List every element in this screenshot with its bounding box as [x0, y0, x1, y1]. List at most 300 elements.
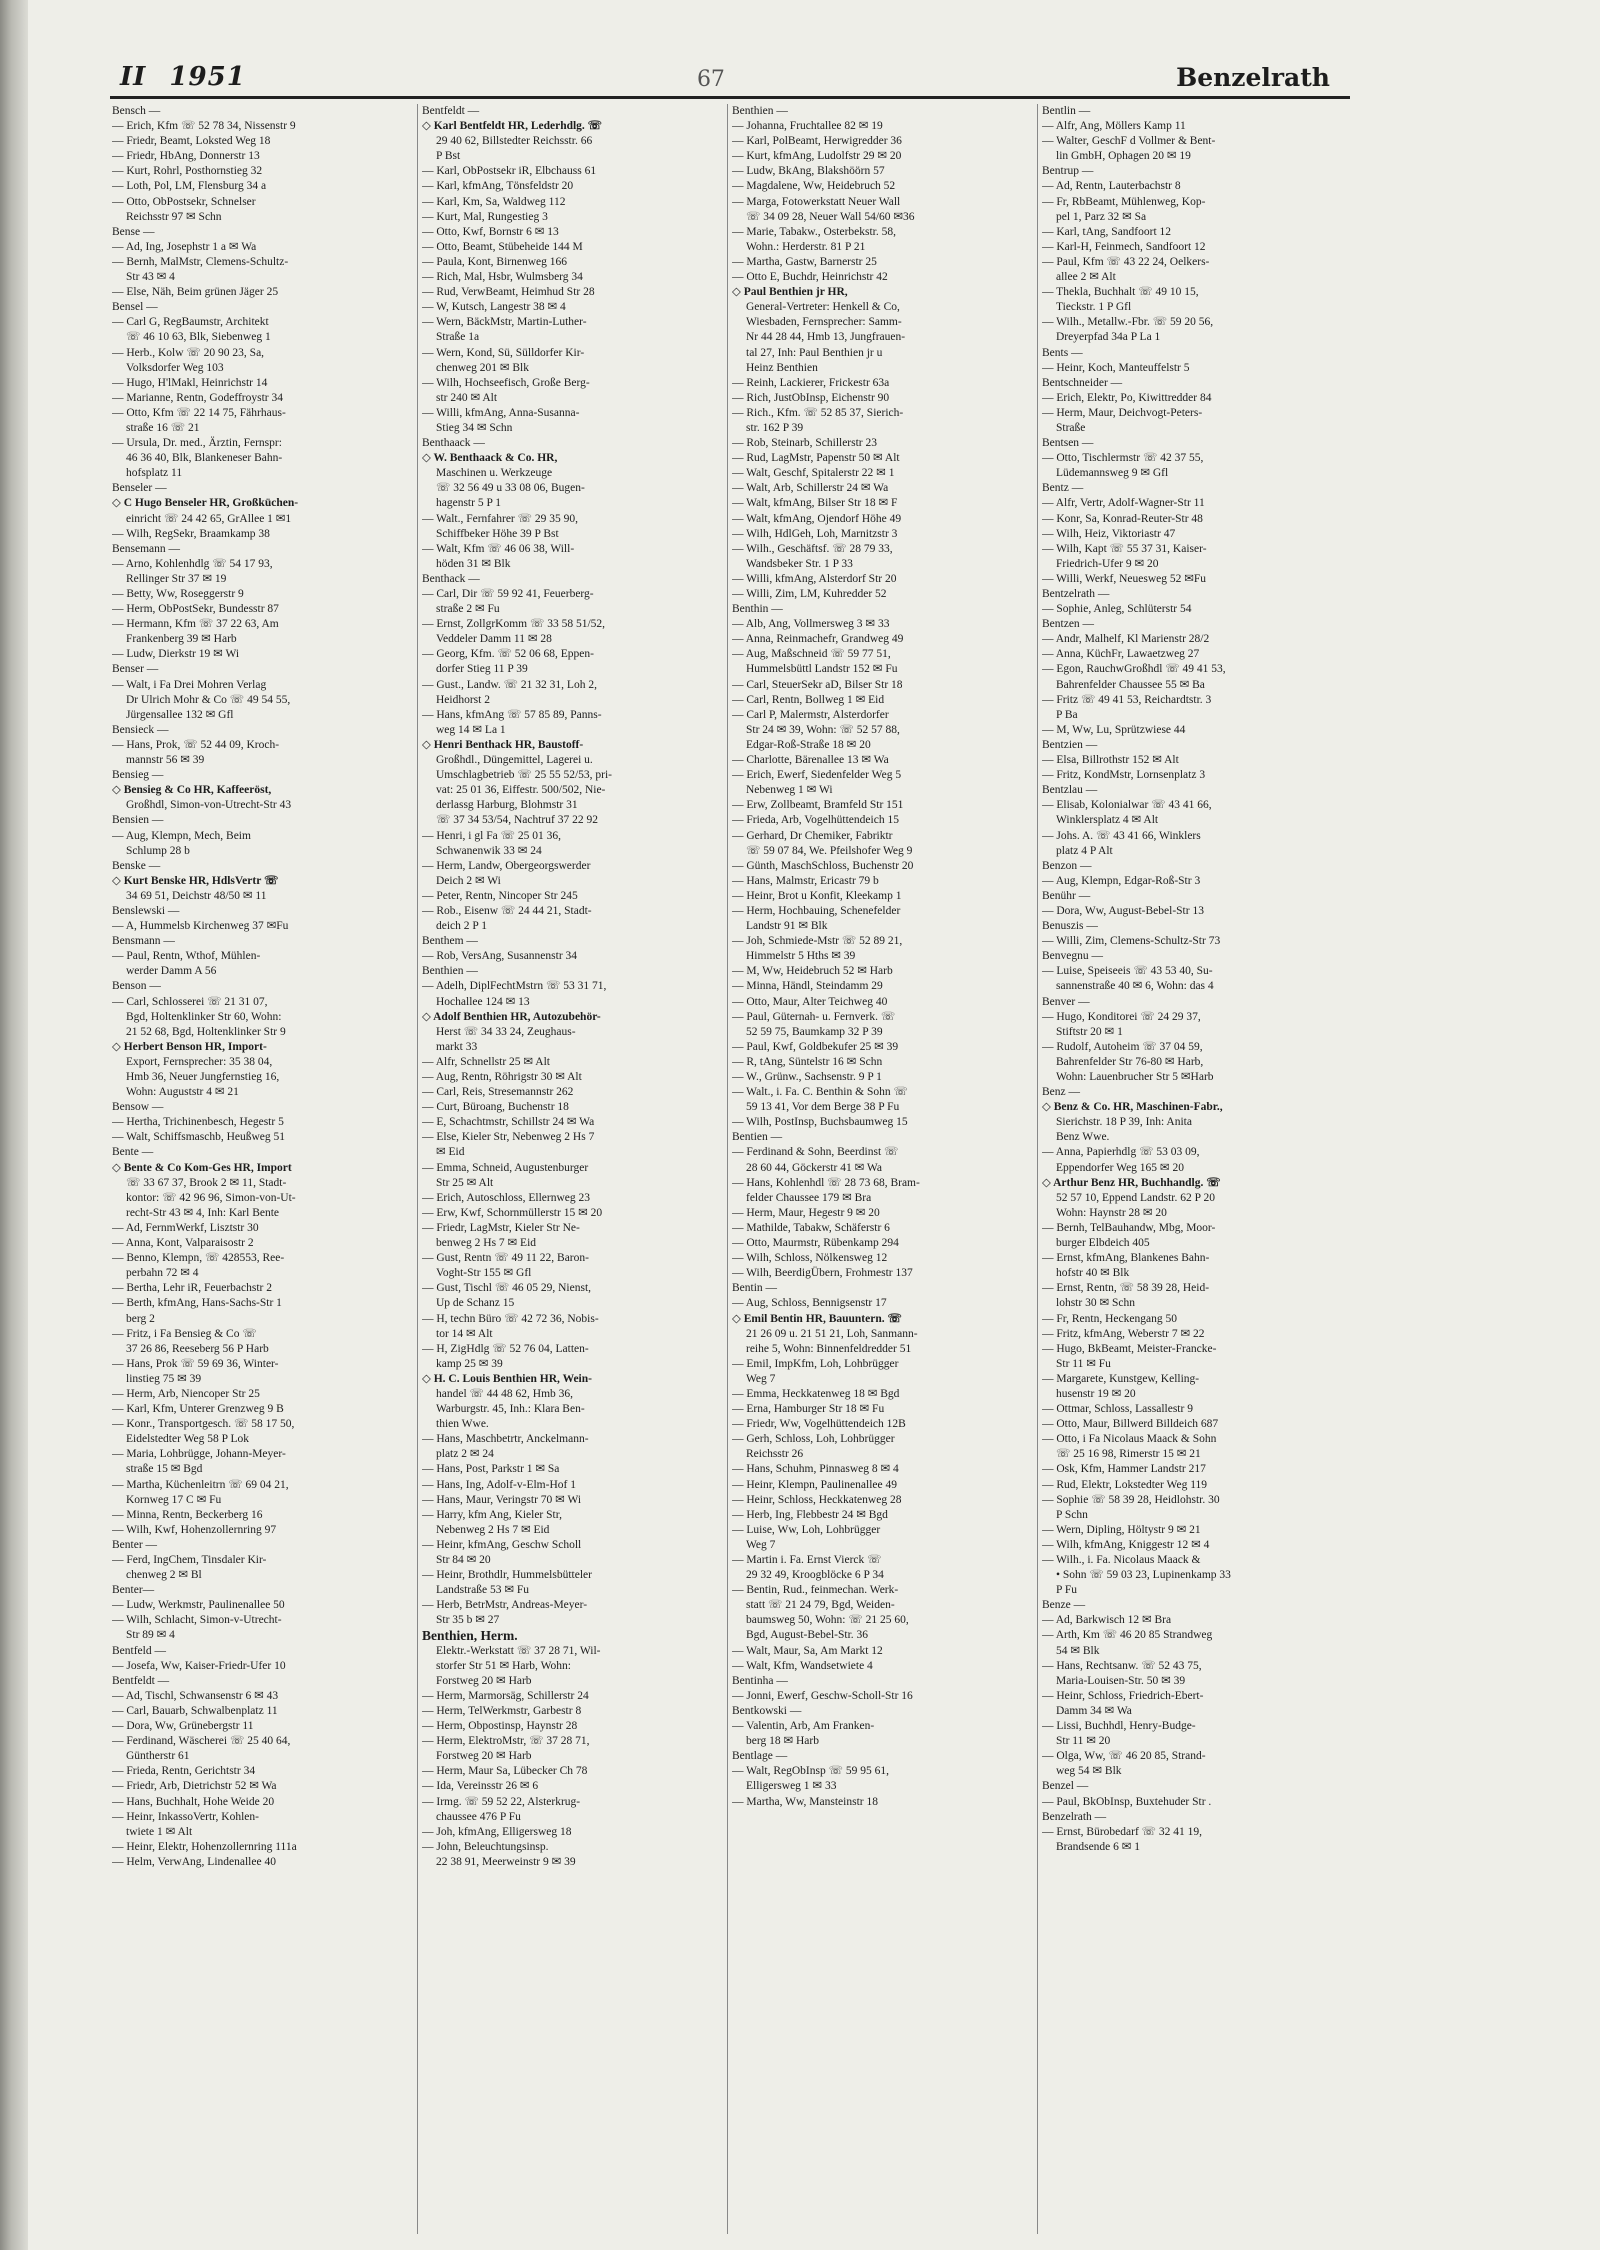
directory-entry-line: — Hans, Kohlenhdl ☏ 28 73 68, Bram-	[732, 1176, 920, 1189]
directory-entry-line: — Hermann, Kfm ☏ 37 22 63, Am	[112, 618, 279, 631]
surname-heading: Bentinha —	[732, 1674, 788, 1687]
surname-heading: Benthin —	[732, 603, 783, 616]
directory-entry-line: — Helm, VerwAng, Lindenallee 40	[112, 1855, 276, 1868]
columns-container	[108, 104, 1350, 2234]
directory-entry-line: Forstweg 20 ✉ Harb	[436, 1674, 532, 1687]
directory-entry-line: — Hans, Post, Parkstr 1 ✉ Sa	[422, 1463, 560, 1476]
directory-entry-line: — R, tAng, Süntelstr 16 ✉ Schn	[732, 1055, 883, 1068]
directory-entry-line: — Martha, Gastw, Barnerstr 25	[732, 255, 877, 268]
directory-entry-line: — Anna, Papierhdlg ☏ 53 03 09,	[1042, 1146, 1200, 1159]
directory-entry-line: — Valentin, Arb, Am Franken-	[732, 1720, 875, 1733]
volume-label: II	[120, 62, 147, 92]
directory-entry-line: — Herm, Marmorsäg, Schillerstr 24	[422, 1689, 589, 1702]
directory-entry-line: allee 2 ✉ Alt	[1056, 271, 1116, 284]
directory-entry-line: — Kurt, Mal, Rungestieg 3	[422, 210, 548, 223]
directory-entry-line: — Walt, Maur, Sa, Am Markt 12	[732, 1644, 883, 1657]
surname-heading: Bentz —	[1042, 482, 1084, 495]
directory-entry-line: — Herm, Hochbauing, Schenefelder	[732, 904, 901, 917]
directory-entry-line: 46 36 40, Blk, Blankeneser Bahn-	[126, 452, 283, 465]
directory-entry-line: — Aug, Maßschneid ☏ 59 77 51,	[732, 648, 891, 661]
directory-entry-line: — Ernst, ZollgrKomm ☏ 33 58 51/52,	[422, 618, 606, 631]
directory-entry-line: — Wilh, HdlGeh, Loh, Marnitzstr 3	[732, 527, 898, 540]
directory-entry-line: Schlump 28 b	[126, 844, 190, 857]
directory-entry-line: — Wilh, kfmAng, Kniggestr 12 ✉ 4	[1042, 1538, 1210, 1551]
directory-entry-line: ◇ Bensieg & Co HR, Kaffeeröst,	[112, 784, 272, 797]
directory-entry-line: Jürgensallee 132 ✉ Gfl	[126, 708, 234, 721]
directory-entry-line: — Benno, Klempn, ☏ 428553, Ree-	[112, 1252, 285, 1265]
directory-entry-line: Heinz Benthien	[746, 361, 818, 374]
directory-entry-line: — Minna, Rentn, Beckerberg 16	[112, 1508, 263, 1521]
directory-entry-line: handel ☏ 44 48 62, Hmb 36,	[436, 1387, 574, 1400]
directory-entry-line: — John, Beleuchtungsinsp.	[422, 1840, 549, 1853]
year-label: 1951	[169, 62, 246, 92]
directory-entry-line: Dreyerpfad 34a P La 1	[1056, 331, 1161, 344]
directory-entry-line: — Walt, kfmAng, Bilser Str 18 ✉ F	[732, 497, 898, 510]
directory-entry-line: Landstraße 53 ✉ Fu	[436, 1584, 529, 1597]
directory-entry-line: lohstr 30 ✉ Schn	[1056, 1297, 1135, 1310]
directory-entry-line: — Gust., Landw. ☏ 21 32 31, Loh 2,	[422, 678, 597, 691]
directory-entry-line: — Dora, Ww, Grünebergstr 11	[112, 1720, 254, 1733]
directory-entry-line: 29 40 62, Billstedter Reichsstr. 66	[436, 135, 593, 148]
directory-entry-line: — Bernh, MalMstr, Clemens-Schultz-	[112, 255, 289, 268]
directory-entry-line: — Paul, Rentn, Wthof, Mühlen-	[112, 950, 261, 963]
surname-heading: Benthien —	[732, 105, 788, 117]
directory-entry-line: — E, Schachtmstr, Schillstr 24 ✉ Wa	[422, 1116, 595, 1129]
directory-entry-line: — Olga, Ww, ☏ 46 20 85, Strand-	[1042, 1750, 1206, 1763]
directory-entry-line: — Wern, Dipling, Höltystr 9 ✉ 21	[1042, 1523, 1201, 1536]
directory-entry-line: — Herm, Landw, Obergeorgswerder	[422, 859, 591, 872]
surname-heading: Bentkowski —	[732, 1704, 802, 1717]
directory-entry-line: Export, Fernsprecher: 35 38 04,	[126, 1055, 273, 1068]
directory-entry-line: — Adelh, DiplFechtMstrn ☏ 53 31 71,	[422, 980, 607, 993]
directory-entry-line: tor 14 ✉ Alt	[436, 1327, 493, 1340]
directory-entry-line: — Ludw, BkAng, Blakshöörn 57	[732, 165, 885, 178]
directory-entry-line: ◇ H. C. Louis Benthien HR, Wein-	[422, 1372, 592, 1385]
directory-entry-line: — Luise, Ww, Loh, Lohbrügger	[732, 1523, 881, 1536]
directory-entry-line: — Heinr, Schloss, Friedrich-Ebert-	[1042, 1689, 1204, 1702]
directory-entry-line: ◇ W. Benthaack & Co. HR,	[422, 452, 558, 465]
column-3	[728, 104, 1038, 2234]
directory-entry-line: Bgd, August-Bebel-Str. 36	[746, 1629, 869, 1642]
directory-entry-line: — Kurt, kfmAng, Ludolfstr 29 ✉ 20	[732, 150, 902, 163]
surname-heading: Benthem —	[422, 935, 478, 948]
directory-entry-line: — Herm, Obpostinsp, Haynstr 28	[422, 1720, 578, 1733]
directory-entry-line: — Rich., Kfm. ☏ 52 85 37, Sierich-	[732, 406, 904, 419]
directory-entry-line: — Arno, Kohlenhdlg ☏ 54 17 93,	[112, 557, 273, 570]
directory-entry-line: P Ba	[1056, 708, 1078, 721]
directory-entry-line: — Otto, Maurmstr, Rübenkamp 294	[732, 1237, 899, 1250]
directory-entry-line: — Rudolf, Autoheim ☏ 37 04 59,	[1042, 1040, 1203, 1053]
surname-heading: Benseler —	[112, 482, 167, 495]
surname-heading: Benuszis —	[1042, 920, 1098, 933]
directory-entry-line: — Herm, ObPostSekr, Bundesstr 87	[112, 603, 279, 616]
directory-entry-line: Forstweg 20 ✉ Harb	[436, 1750, 532, 1763]
directory-entry-line: Herst ☏ 34 33 24, Zeughaus-	[436, 1025, 576, 1038]
directory-entry-line: statt ☏ 21 24 79, Bgd, Weiden-	[746, 1599, 895, 1612]
directory-entry-line: — Luise, Speiseeis ☏ 43 53 40, Su-	[1042, 965, 1213, 978]
directory-entry-line: straße 2 ✉ Fu	[436, 603, 500, 616]
directory-entry-line: — Henri, i gl Fa ☏ 25 01 36,	[422, 829, 561, 842]
surname-heading: Benthien —	[422, 965, 478, 978]
surname-heading: Bensieg —	[112, 769, 164, 782]
directory-entry-line: — Josefa, Ww, Kaiser-Friedr-Ufer 10	[112, 1659, 286, 1672]
directory-entry-line: — Heinr, Klempn, Paulinenallee 49	[732, 1478, 897, 1491]
directory-entry-line: General-Vertreter: Henkell & Co,	[746, 301, 900, 314]
directory-entry-line: kamp 25 ✉ 39	[436, 1357, 503, 1370]
directory-entry-line: kontor: ☏ 42 96 96, Simon-von-Ut-	[126, 1191, 296, 1204]
directory-entry-line: lin GmbH, Ophagen 20 ✉ 19	[1056, 150, 1191, 163]
directory-entry-line: — Alfr, Schnellstr 25 ✉ Alt	[422, 1055, 551, 1068]
directory-entry-line: Str 11 ✉ Fu	[1056, 1357, 1111, 1370]
directory-entry-line: Wiesbaden, Fernsprecher: Samm-	[746, 316, 902, 329]
directory-entry-line: benweg 2 Hs 7 ✉ Eid	[436, 1237, 537, 1250]
directory-entry-line: — Paul, Kfm ☏ 43 22 24, Oelkers-	[1042, 255, 1210, 268]
directory-entry-line: — Ernst, Rentn, ☏ 58 39 28, Heid-	[1042, 1282, 1210, 1295]
directory-entry-line: weg 14 ✉ La 1	[436, 723, 506, 736]
directory-entry-line: linstieg 75 ✉ 39	[126, 1372, 202, 1385]
surname-heading: Bentrup —	[1042, 165, 1094, 178]
directory-entry-line: — Walt, Kfm ☏ 46 06 38, Will-	[422, 542, 575, 555]
directory-entry-line: — Fritz, KondMstr, Lornsenplatz 3	[1042, 769, 1206, 782]
directory-entry-line: ◇ Paul Benthien jr HR,	[732, 286, 848, 299]
directory-entry-line: str. 162 P 39	[746, 421, 804, 434]
column-4	[1038, 104, 1348, 2234]
directory-entry-line: — Harry, kfm Ang, Kieler Str,	[422, 1508, 562, 1521]
surname-heading: Bentin —	[732, 1282, 778, 1295]
directory-entry-line: — Hans, Prok ☏ 59 69 36, Winter-	[112, 1357, 279, 1370]
directory-entry-line: — Friedr, LagMstr, Kieler Str Ne-	[422, 1221, 580, 1234]
directory-entry-line: — Curt, Büroang, Buchenstr 18	[422, 1101, 569, 1114]
directory-entry-line: — Ludw, Werkmstr, Paulinenallee 50	[112, 1599, 285, 1612]
directory-entry-line: — Anna, Kont, Valparaisostr 2	[112, 1237, 254, 1250]
directory-entry-line: — Carl, SteuerSekr aD, Bilser Str 18	[732, 678, 903, 691]
directory-entry-line: — Anna, Reinmachefr, Grandweg 49	[732, 633, 904, 646]
directory-entry-line: — Otto, Maur, Billwerd Billdeich 687	[1042, 1418, 1219, 1431]
directory-entry-line: — Walt, i Fa Drei Mohren Verlag	[112, 678, 267, 691]
directory-entry-line: ◇ Karl Bentfeldt HR, Lederhdlg. ☏	[422, 120, 603, 133]
directory-entry-line: — Wilh, Schloss, Nölkensweg 12	[732, 1252, 888, 1265]
directory-entry-line: — Wilh, Schlacht, Simon-v-Utrecht-	[112, 1614, 282, 1627]
directory-entry-line: Nebenweg 2 Hs 7 ✉ Eid	[436, 1523, 550, 1536]
directory-entry-line: — Wilh, Kwf, Hohenzollernring 97	[112, 1523, 277, 1536]
directory-entry-line: — Hugo, H'lMakl, Heinrichstr 14	[112, 376, 268, 389]
directory-entry-line: Str 43 ✉ 4	[126, 271, 175, 284]
directory-entry-line: — Walt, Geschf, Spitalerstr 22 ✉ 1	[732, 467, 895, 480]
directory-entry-line: — Willi, kfmAng, Alsterdorf Str 20	[732, 572, 897, 585]
directory-entry-line: — Emil, ImpKfm, Loh, Lohbrügger	[732, 1357, 899, 1370]
page-number: 67	[696, 67, 725, 92]
directory-entry-line: — Frieda, Arb, Vogelhüttendeich 15	[732, 814, 899, 827]
directory-entry-line: — Carl, Dir ☏ 59 92 41, Feuerberg-	[422, 588, 594, 600]
directory-entry-line: P Bst	[436, 150, 461, 163]
directory-entry-line: Hmb 36, Neuer Jungfernstieg 16,	[126, 1071, 280, 1083]
directory-entry-line: — Erna, Hamburger Str 18 ✉ Fu	[732, 1403, 885, 1416]
directory-entry-line: Rellinger Str 37 ✉ 19	[126, 572, 227, 585]
directory-entry-line: — Minna, Händl, Steindamm 29	[732, 980, 883, 993]
directory-entry-line: — Willi, Werkf, Neuesweg 52 ✉Fu	[1042, 572, 1207, 585]
directory-entry-line: berg 2	[126, 1312, 155, 1325]
directory-entry-line: storfer Str 51 ✉ Harb, Wohn:	[436, 1659, 571, 1672]
directory-entry-line: — W, Kutsch, Langestr 38 ✉ 4	[422, 301, 566, 314]
directory-entry-line: — Friedr, Arb, Dietrichstr 52 ✉ Wa	[112, 1780, 277, 1793]
directory-entry-line: — Erich, Elektr, Po, Kiwittredder 84	[1042, 391, 1212, 404]
surname-heading: Benter —	[112, 1538, 158, 1551]
directory-entry-line: Brandsende 6 ✉ 1	[1056, 1840, 1141, 1853]
directory-entry-line: — Karl, ObPostsekr iR, Elbchauss 61	[422, 165, 597, 178]
directory-entry-line: — Carl, Reis, Stresemannstr 262	[422, 1086, 574, 1099]
directory-entry-line: — Loth, Pol, LM, Flensburg 34 a	[112, 180, 267, 193]
directory-entry-line: — Andr, Malhelf, Kl Marienstr 28/2	[1042, 633, 1210, 646]
directory-entry-line: Großhdl., Düngemittel, Lagerei u.	[436, 754, 593, 767]
directory-entry-line: — Otto E, Buchdr, Heinrichstr 42	[732, 271, 888, 284]
directory-entry-line: — Willi, kfmAng, Anna-Susanna-	[422, 406, 580, 419]
directory-entry-line: — Erw, Zollbeamt, Bramfeld Str 151	[732, 799, 904, 812]
directory-entry-line: — Heinr, kfmAng, Geschw Scholl	[422, 1538, 582, 1551]
directory-entry-line: Friedrich-Ufer 9 ✉ 20	[1056, 557, 1159, 570]
directory-entry-line: — Wern, Kond, Sü, Sülldorfer Kir-	[422, 346, 585, 359]
directory-entry-line: — Elisab, Kolonialwar ☏ 43 41 66,	[1042, 799, 1212, 812]
directory-entry-line: Maschinen u. Werkzeuge	[436, 467, 553, 480]
directory-entry-line: — M, Ww, Lu, Sprützwiese 44	[1042, 723, 1186, 736]
directory-entry-line: — A, Hummelsb Kirchenweg 37 ✉Fu	[112, 920, 289, 933]
directory-entry-line: — Karl, PolBeamt, Herwigredder 36	[732, 135, 902, 148]
directory-entry-line: Himmelstr 5 Hths ✉ 39	[746, 950, 856, 963]
directory-entry-line: — Paula, Kont, Birnenweg 166	[422, 255, 568, 268]
directory-entry-line: ◇ Kurt Benske HR, HdlsVertr ☏	[112, 874, 279, 887]
directory-entry-line: Str 24 ✉ 39, Wohn: ☏ 52 57 88,	[746, 723, 900, 736]
directory-entry-line: — Aug, Schloss, Bennigsenstr 17	[732, 1297, 887, 1310]
surname-heading: Benz —	[1042, 1086, 1081, 1099]
directory-entry-line: — Ad, Tischl, Schwansenstr 6 ✉ 43	[112, 1689, 279, 1702]
directory-entry-line: ◇ Benz & Co. HR, Maschinen-Fabr.,	[1042, 1101, 1223, 1114]
directory-entry-line: — Walt, kfmAng, Ojendorf Höhe 49	[732, 512, 902, 525]
surname-heading: Bensieck —	[112, 723, 169, 736]
directory-entry-line: Nr 44 28 44, Hmb 13, Jungfrauen-	[746, 331, 906, 344]
directory-entry-line: reihe 5, Wohn: Binnenfeldredder 51	[746, 1342, 912, 1355]
directory-entry-line: — Hans, kfmAng ☏ 57 85 89, Panns-	[422, 708, 602, 721]
directory-entry-line: berg 18 ✉ Harb	[746, 1735, 819, 1748]
directory-entry-line: — Fritz ☏ 49 41 53, Reichardtstr. 3	[1042, 693, 1212, 706]
directory-entry-line: — Fritz, i Fa Bensieg & Co ☏	[112, 1327, 257, 1340]
directory-entry-line: 59 13 41, Vor dem Berge 38 P Fu	[746, 1101, 900, 1114]
directory-entry-line: — Walt., Fernfahrer ☏ 29 35 90,	[422, 512, 579, 525]
directory-entry-line: — Emma, Schneid, Augustenburger	[422, 1161, 589, 1174]
directory-entry-line: — Hans, Schuhm, Pinnasweg 8 ✉ 4	[732, 1463, 899, 1476]
directory-entry-line: Umschlagbetrieb ☏ 25 55 52/53, pri-	[436, 769, 612, 782]
directory-entry-line: Volksdorfer Weg 103	[126, 361, 224, 374]
directory-entry-line: Wohn: Auguststr 4 ✉ 21	[126, 1086, 239, 1099]
directory-entry-line: — Walt, Schiffsmaschb, Heußweg 51	[112, 1131, 286, 1144]
directory-entry-line: Frankenberg 39 ✉ Harb	[126, 633, 237, 646]
directory-entry-line: — Irmg. ☏ 59 52 22, Alsterkrug-	[422, 1795, 581, 1808]
directory-entry-line: — Joh, kfmAng, Elligersweg 18	[422, 1825, 572, 1838]
directory-entry-line: — Ad, Barkwisch 12 ✉ Bra	[1042, 1614, 1172, 1627]
directory-entry-line: 21 26 09 u. 21 51 21, Loh, Sanmann-	[746, 1327, 918, 1340]
surname-heading: Benson —	[112, 980, 161, 993]
directory-entry-line: — Berth, kfmAng, Hans-Sachs-Str 1	[112, 1297, 282, 1310]
column-2	[418, 104, 728, 2234]
directory-entry-line: platz 2 ✉ 24	[436, 1448, 494, 1461]
directory-entry-line: — Herb, BetrMstr, Andreas-Meyer-	[422, 1599, 588, 1612]
directory-entry-line: — Wilh., Metallw.-Fbr. ☏ 59 20 56,	[1042, 316, 1214, 329]
directory-entry-line: ◇ Herbert Benson HR, Import-	[112, 1040, 267, 1053]
directory-entry-line: Weg 7	[746, 1372, 776, 1385]
directory-entry-line: — Mathilde, Tabakw, Schäferstr 6	[732, 1221, 890, 1234]
directory-entry-line: — Ad, FernmWerkf, Lisztstr 30	[112, 1221, 259, 1234]
directory-entry-line: Str 84 ✉ 20	[436, 1554, 491, 1566]
directory-entry-line: — Walt., i. Fa. C. Benthin & Sohn ☏	[732, 1086, 908, 1099]
directory-entry-line: Deich 2 ✉ Wi	[436, 874, 501, 887]
surname-heading: Benser —	[112, 663, 159, 676]
directory-entry-line: — Karl-H, Feinmech, Sandfoort 12	[1042, 240, 1206, 253]
directory-entry-line: Benz Wwe.	[1056, 1131, 1110, 1144]
surname-heading: Bentzelrath —	[1042, 588, 1110, 600]
directory-entry-line: Hochallee 124 ✉ 13	[436, 995, 530, 1008]
directory-entry-line: — Erich, Ewerf, Siedenfelder Weg 5	[732, 769, 902, 782]
directory-entry-line: — Elsa, Billrothstr 152 ✉ Alt	[1042, 754, 1179, 767]
directory-entry-line: Wohn: Lauenbrucher Str 5 ✉Harb	[1056, 1071, 1214, 1083]
directory-entry-line: — Rud, LagMstr, Papenstr 50 ✉ Alt	[732, 452, 900, 465]
directory-entry-line: — H, ZigHdlg ☏ 52 76 04, Latten-	[422, 1342, 589, 1355]
directory-entry-line: Voght-Str 155 ✉ Gfl	[436, 1267, 532, 1280]
directory-entry-line: Wandsbeker Str. 1 P 33	[746, 557, 853, 570]
directory-entry-line: ☏ 34 09 28, Neuer Wall 54/60 ✉36	[746, 210, 915, 223]
directory-entry-line: — Willi, Zim, LM, Kuhredder 52	[732, 588, 887, 600]
directory-entry-line: — Otto, Tischlermstr ☏ 42 37 55,	[1042, 452, 1204, 465]
directory-entry-line: — Dora, Ww, August-Bebel-Str 13	[1042, 904, 1204, 917]
surname-heading: Benzelrath —	[1042, 1810, 1107, 1823]
directory-entry-line: — Hans, Buchhalt, Hohe Weide 20	[112, 1795, 275, 1808]
directory-entry-line: — Heinr, InkassoVertr, Kohlen-	[112, 1810, 259, 1823]
directory-entry-line: Schwanenwik 33 ✉ 24	[436, 844, 542, 857]
directory-entry-line: — Hans, Rechtsanw. ☏ 52 43 75,	[1042, 1659, 1202, 1672]
directory-entry-line: — Sophie ☏ 58 39 28, Heidlohstr. 30	[1042, 1493, 1220, 1506]
directory-entry-line: höden 31 ✉ Blk	[436, 557, 511, 570]
directory-entry-line: — Heinr, Elektr, Hohenzollernring 111a	[112, 1840, 297, 1853]
directory-entry-line: Nebenweg 1 ✉ Wi	[746, 784, 833, 797]
directory-entry-line: ☏ 46 10 63, Blk, Siebenweg 1	[126, 331, 271, 344]
directory-entry-line: Bahrenfelder Str 76-80 ✉ Harb,	[1056, 1055, 1204, 1068]
directory-entry-line: — Johs. A. ☏ 43 41 66, Winklers	[1042, 829, 1201, 842]
directory-entry-line: twiete 1 ✉ Alt	[126, 1825, 193, 1838]
running-head: Benzelrath	[1176, 63, 1330, 92]
directory-entry-line: Eidelstedter Weg 58 P Lok	[126, 1433, 249, 1446]
directory-entry-line: — Martin i. Fa. Ernst Vierck ☏	[732, 1554, 882, 1566]
directory-entry-line: — Reinh, Lackierer, Frickestr 63a	[732, 376, 890, 389]
directory-entry-line: — Hans, Prok, ☏ 52 44 09, Kroch-	[112, 738, 280, 751]
directory-entry-line: tal 27, Inh: Paul Benthien jr u	[746, 346, 883, 359]
directory-entry-line: — Wilh, Kapt ☏ 55 37 31, Kaiser-	[1042, 542, 1207, 555]
directory-entry-line: ☏ 25 16 98, Rimerstr 15 ✉ 21	[1056, 1448, 1201, 1461]
directory-entry-line: — Herb, Ing, Flebbestr 24 ✉ Bgd	[732, 1508, 888, 1521]
surname-heading: Bentzien —	[1042, 738, 1098, 751]
directory-entry-line: — Alb, Ang, Vollmersweg 3 ✉ 33	[732, 618, 890, 631]
directory-entry-line: husenstr 19 ✉ 20	[1056, 1387, 1136, 1400]
directory-entry-line: — Karl, tAng, Sandfoort 12	[1042, 225, 1172, 238]
directory-entry-line: Wohn: Haynstr 28 ✉ 20	[1056, 1206, 1167, 1219]
directory-entry-line: — Arth, Km ☏ 46 20 85 Strandweg	[1042, 1629, 1213, 1642]
directory-entry-line: Lüdemannsweg 9 ✉ Gfl	[1056, 467, 1169, 480]
surname-heading: Bensch —	[112, 105, 161, 117]
directory-entry-line: — Herm, Arb, Niencoper Str 25	[112, 1387, 260, 1400]
directory-entry-line: — Marianne, Rentn, Godeffroystr 34	[112, 391, 283, 404]
directory-entry-line: Up de Schanz 15	[436, 1297, 515, 1310]
directory-entry-line: — Konr., Transportgesch. ☏ 58 17 50,	[112, 1418, 295, 1431]
directory-entry-line: — Otto, i Fa Nicolaus Maack & Sohn	[1042, 1433, 1217, 1446]
surname-heading: Benzon —	[1042, 859, 1092, 872]
surname-heading: Benvegnu —	[1042, 950, 1104, 963]
directory-entry-line: — Carl, Rentn, Bollweg 1 ✉ Eid	[732, 693, 885, 706]
directory-entry-line: perbahn 72 ✉ 4	[126, 1267, 199, 1280]
directory-entry-line: hofstr 40 ✉ Blk	[1056, 1267, 1130, 1280]
directory-entry-line: Maria-Louisen-Str. 50 ✉ 39	[1056, 1674, 1186, 1687]
surname-heading: Benthaack —	[422, 437, 485, 450]
directory-entry-line: — Johanna, Fruchtallee 82 ✉ 19	[732, 120, 883, 133]
directory-entry-line: — Gerh, Schloss, Loh, Lohbrügger	[732, 1433, 895, 1446]
surname-heading: Bentzen —	[1042, 618, 1095, 631]
surname-heading: Bentzlau —	[1042, 784, 1098, 797]
directory-entry-line: — Ernst, Bürobedarf ☏ 32 41 19,	[1042, 1825, 1203, 1838]
directory-entry-line: — Margarete, Kunstgew, Kelling-	[1042, 1372, 1200, 1385]
directory-entry-line: — Hans, Ing, Adolf-v-Elm-Hof 1	[422, 1478, 576, 1491]
directory-entry-line: — Otto, Kfm ☏ 22 14 75, Fährhaus-	[112, 406, 286, 419]
directory-entry-line: Elektr.-Werkstatt ☏ 37 28 71, Wil-	[436, 1644, 601, 1657]
directory-entry-line: — Bernh, TelBauhandw, Mbg, Moor-	[1042, 1221, 1216, 1234]
directory-entry-line: — Frieda, Rentn, Gerichtstr 34	[112, 1765, 256, 1778]
directory-entry-line: ☏ 37 34 53/54, Nachtruf 37 22 92	[436, 814, 598, 827]
directory-entry-line: — Friedr, Beamt, Loksted Weg 18	[112, 135, 271, 148]
directory-entry-line: straße 15 ✉ Bgd	[126, 1463, 203, 1476]
directory-entry-line: — Otto, Beamt, Stübeheide 144 M	[422, 240, 583, 253]
directory-entry-line: — Gust, Tischl ☏ 46 05 29, Nienst,	[422, 1282, 592, 1295]
directory-entry-line: — Wern, BäckMstr, Martin-Luther-	[422, 316, 587, 329]
directory-entry-line: — Maria, Lohbrügge, Johann-Meyer-	[112, 1448, 286, 1461]
directory-entry-line: ✉ Eid	[436, 1146, 465, 1159]
directory-entry-line: Warburgstr. 45, Inh.: Klara Ben-	[436, 1403, 585, 1416]
directory-entry-line: — Kurt, Rohrl, Posthornstieg 32	[112, 165, 263, 178]
directory-entry-line: — Herm, Maur, Deichvogt-Peters-	[1042, 406, 1203, 419]
directory-entry-line: Weg 7	[746, 1538, 776, 1551]
column-1	[108, 104, 418, 2234]
directory-entry-line: derlassg Harburg, Blohmstr 31	[436, 799, 578, 812]
directory-entry-line: dorfer Stieg 11 P 39	[436, 663, 528, 676]
directory-entry-line: mannstr 56 ✉ 39	[126, 754, 205, 767]
directory-entry-line: — Wilh, BeerdigÜbern, Frohmestr 137	[732, 1267, 913, 1280]
directory-entry-line: Str 25 ✉ Alt	[436, 1176, 494, 1189]
directory-entry-line: — Ottmar, Schloss, Lassallestr 9	[1042, 1403, 1193, 1416]
surname-heading: Benske —	[112, 859, 161, 872]
directory-entry-line: — Wilh., i. Fa. Nicolaus Maack &	[1042, 1554, 1201, 1566]
directory-entry-line: — Carl, Bauarb, Schwalbenplatz 11	[112, 1704, 278, 1717]
directory-entry-line: chenweg 201 ✉ Blk	[436, 361, 529, 374]
directory-entry-line: ◇ Arthur Benz HR, Buchhandlg. ☏	[1042, 1176, 1221, 1189]
directory-entry-line: — Jonni, Ewerf, Geschw-Scholl-Str 16	[732, 1689, 913, 1702]
surname-heading: Benslewski —	[112, 904, 180, 917]
directory-entry-line: Straße 1a	[436, 331, 480, 344]
directory-entry-line: werder Damm A 56	[126, 965, 217, 978]
directory-entry-line: — Paul, BkObInsp, Buxtehuder Str .	[1042, 1795, 1212, 1808]
directory-entry-line: — Heinr, Brothdlr, Hummelsbütteler	[422, 1569, 592, 1582]
directory-entry-line: Str 89 ✉ 4	[126, 1629, 175, 1642]
directory-entry-line: — Ursula, Dr. med., Ärztin, Fernspr:	[112, 437, 282, 450]
directory-entry-line: — Martha, Ww, Mansteinstr 18	[732, 1795, 878, 1808]
directory-entry-line: — Fr, Rentn, Heckengang 50	[1042, 1312, 1177, 1325]
directory-entry-line: — Marie, Tabakw., Osterbekstr. 58,	[732, 225, 896, 238]
directory-entry-line: Dr Ulrich Mohr & Co ☏ 49 54 55,	[126, 693, 291, 706]
directory-entry-line: — Ferdinand, Wäscherei ☏ 25 40 64,	[112, 1735, 291, 1748]
directory-entry-line: — Alfr, Ang, Möllers Kamp 11	[1042, 120, 1186, 133]
directory-entry-line: thien Wwe.	[436, 1418, 489, 1431]
